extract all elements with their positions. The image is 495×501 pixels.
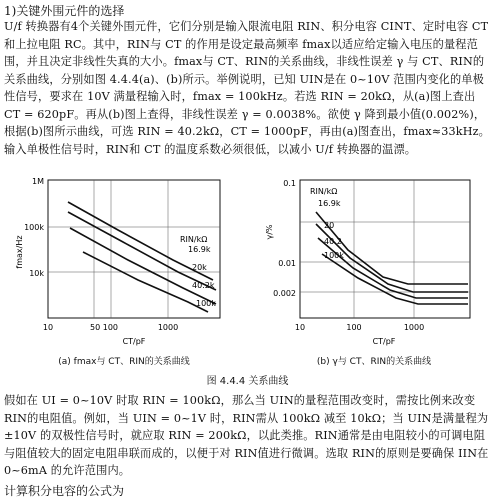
curve-100k	[83, 252, 208, 312]
ytick-b-1: 0.1	[283, 179, 296, 188]
ytick-a-2: 100k	[24, 223, 44, 232]
xlabel-a: CT/pF	[122, 337, 146, 346]
curve-label-b-2: 20	[324, 221, 335, 230]
body-paragraph-2: 假如在 UI = 0~10V 时取 RIN = 100kΩ，那么当 UIN的量程范围改变时，需按比例来改变 RIN的电阻值。例如，当 UIN = 0~1V 时，RIN需从 100kΩ 减至 10kΩ；当 UIN是满量程为 ±10V 的双极性信号时，就应取 RIN = 200kΩ，以此类推。RIN通常是由电阻较小的可调电阻与阻值较大的固定电阻串联而成的，以便于对 RIN值进行微调。选取 RIN的原则是要确保 IIN在 0~6mA 的允许范围内。	[4, 394, 489, 477]
curve-label-a-4: 100k	[196, 299, 216, 308]
curve-label-a-3: 40.2k	[192, 281, 215, 290]
xtick-a-2: 50 100	[90, 323, 118, 332]
curve-label-a-2: 20k	[192, 263, 207, 272]
curve-b-100k	[322, 254, 468, 304]
intro-paragraph: U/f 转换器有4个关键外围元件，它们分别是输入限流电阻 RIN、积分电容 CINT、定时电容 CT 和上拉电阻 RC。其中，RIN与 CT 的作用是设定最高频率 fmax以适应给定输入电压的量程范围，并且决定非线性失真的大小。fmax与 CT、RIN的关系曲线，非线性误差 γ 与 CT、RIN的关系曲线，分别如图 4.4.4(a)、(b)所示。举例说明，已知 UIN是在 0~10V 范围内变化的单极性信号，要求在 10V 满量程输入时，fmax = 100kHz。若选 RIN = 20kΩ，从(a)图上查出 CT = 620pF。再从(b)图上查得，非线性误差 γ = 0.0038%。欲使 γ 降到最小值(0.002%)，根据(b)图所示曲线，可选 RIN = 40.2kΩ，CT = 1000pF，再由(a)图查出，fmax≈33kHz。输入单极性信号时，RIN和 CT 的温度系数必须很低，以减小 U/f 转换器的温漂。	[4, 20, 491, 156]
curve-label-b-3: 40.2	[324, 237, 342, 246]
figure-b-chart	[258, 172, 490, 357]
curve-label-b-1: 16.9k	[318, 199, 341, 208]
xtick-a-1: 10	[42, 323, 54, 332]
xtick-b-2: 100	[346, 323, 362, 332]
figure-a-caption: (a) fmax与 CT、RIN的关系曲线	[58, 357, 190, 367]
ytick-a-1: 1M	[32, 177, 44, 186]
legend-title-a: RIN/kΩ	[180, 235, 208, 244]
xtick-b-1: 10	[294, 323, 306, 332]
xlabel-b: CT/pF	[372, 337, 396, 346]
figure-a-chart	[8, 172, 240, 357]
figure-b-caption: (b) γ与 CT、RIN的关系曲线	[316, 357, 432, 367]
section-heading: 1)关键外围元件的选择	[4, 4, 125, 18]
section-heading-2: 计算积分电容的公式为	[4, 484, 125, 498]
curve-label-b-4: 100k	[324, 251, 344, 260]
ylabel-b: γ/%	[265, 224, 274, 240]
ytick-a-3: 10k	[29, 269, 44, 278]
xtick-b-3: 1000	[403, 323, 425, 332]
curve-b-40.2	[318, 238, 468, 298]
ylabel-a: fmax/Hz	[15, 235, 24, 269]
figure-title: 图 4.4.4 关系曲线	[206, 376, 289, 387]
curve-b-16.9k	[316, 212, 468, 284]
ytick-b-3: 0.002	[273, 289, 296, 298]
legend-title-b: RIN/kΩ	[310, 187, 338, 196]
ytick-b-2: 0.01	[278, 259, 296, 268]
curve-label-a-1: 16.9k	[188, 245, 211, 254]
xtick-a-3: 1000	[157, 323, 179, 332]
